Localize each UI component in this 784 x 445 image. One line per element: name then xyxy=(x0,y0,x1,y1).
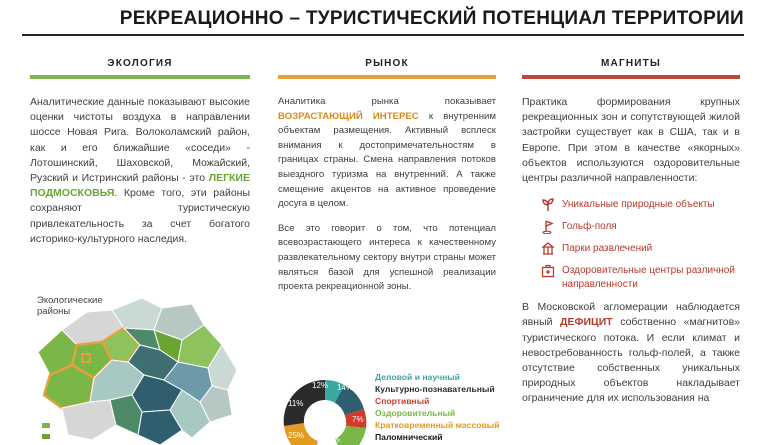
donut-label: 7% xyxy=(352,415,364,424)
legend-item: Спортивный xyxy=(375,396,430,407)
legend-item: Деловой и научный xyxy=(375,372,460,382)
donut-label: 14% xyxy=(337,383,354,392)
ecology-column xyxy=(30,58,250,247)
map-legend-swatch xyxy=(42,423,50,428)
ecology-text-part: . Кроме того, эти районы сохраняют туристическую привлекательность за счет богатого историко-культурного наследия. xyxy=(30,187,250,245)
donut-label: 12% xyxy=(312,381,329,390)
magnet-item xyxy=(538,264,740,292)
tourism-donut-chart xyxy=(282,378,368,445)
magnet-item xyxy=(538,198,740,212)
legend-item: Паломнический xyxy=(375,432,443,443)
page-title: РЕКРЕАЦИОННО – ТУРИСТИЧЕСКИЙ ПОТЕНЦИАЛ ТЕРРИТОРИИ xyxy=(119,8,744,29)
map-label-line: районы xyxy=(37,306,71,317)
ecology-text-part: Аналитические данные показывают высокие оценки чистоты воздуха в направлении шоссе Новая Рига. Волоколамский район, как и его ближайшие «соседи» - Лотошинский, Шаховской, Можайский, Рузский и Истринский районы - это xyxy=(30,96,250,185)
market-highlight: ВОЗРАСТАЮЩИЙ ИНТЕРЕС xyxy=(278,110,419,122)
ecology-heading: ЭКОЛОГИЯ xyxy=(30,58,250,79)
market-heading: РЫНОК xyxy=(278,58,496,79)
market-text-2: Все это говорит о том, что потенциал всевозрастающего интереса к качественному развлекательному сектору внутри страны может являться базой для успешной реализации проекта рекреационной зоны. xyxy=(278,222,496,293)
magnet-item xyxy=(538,242,740,256)
magnets-list xyxy=(538,198,740,292)
magnets-highlight: ДЕФИЦИТ xyxy=(560,316,613,329)
magnets-text-part: В Московской агломерации наблюдается явный xyxy=(522,301,740,329)
plant-icon xyxy=(538,198,558,212)
magnet-item-label: Уникальные природные объекты xyxy=(562,199,715,211)
golf-flag-icon xyxy=(538,220,558,234)
map-legend-swatch xyxy=(42,434,50,439)
title-divider xyxy=(22,34,744,36)
legend-item: Оздоровительный xyxy=(375,408,456,419)
donut-label: 19% xyxy=(324,435,341,444)
donut-label: 25% xyxy=(288,431,305,440)
market-column xyxy=(278,58,496,295)
carousel-icon xyxy=(538,242,558,256)
magnets-heading: МАГНИТЫ xyxy=(522,58,740,79)
magnet-item-label: Гольф-поля xyxy=(562,221,617,233)
ecology-highlight: ЛЕГКИЕ ПОДМОСКОВЬЯ xyxy=(30,172,250,200)
magnet-item xyxy=(538,220,740,234)
magnet-item-label: Оздоровительные центры различной направленности xyxy=(562,265,735,291)
ecology-text xyxy=(30,95,250,247)
magnets-text-part: собственно «магнитов» туристического потока. И если климат и невостребованность гольф-полей, а также отсутствие собственных уникальных природных объектов накладывает ограничение для их использования на xyxy=(522,316,740,405)
magnets-text-2 xyxy=(522,300,740,406)
map-district xyxy=(62,400,116,440)
medical-kit-icon xyxy=(538,264,558,278)
map-label xyxy=(37,295,103,317)
magnets-column xyxy=(522,58,740,407)
market-text-part: к внутренним объектам размещения. Активный всплеск внимания к достопримечательностям в границах страны. Смена направления потоков выездного туризма на внутренний. А также смещение акцентов на активное проведение досуга в целом. xyxy=(278,110,496,210)
magnet-item-label: Парки развлечений xyxy=(562,243,653,255)
magnets-text-1: Практика формирования крупных рекреационных зон и сопутствующей жилой застройки существует как в США, так и в Европе. При этом в качестве «якорных» объектов используются оздоровительные центры различной направленности: xyxy=(522,96,740,185)
market-text-1 xyxy=(278,95,496,212)
map-label-line: Экологические xyxy=(37,295,103,306)
market-text-part: Аналитика рынка показывает xyxy=(278,96,496,107)
donut-label: 11% xyxy=(288,399,304,408)
legend-item: Кратковременный массовый xyxy=(375,420,500,431)
legend-item: Культурно-познавательный xyxy=(375,384,495,395)
donut-legend xyxy=(375,371,499,444)
